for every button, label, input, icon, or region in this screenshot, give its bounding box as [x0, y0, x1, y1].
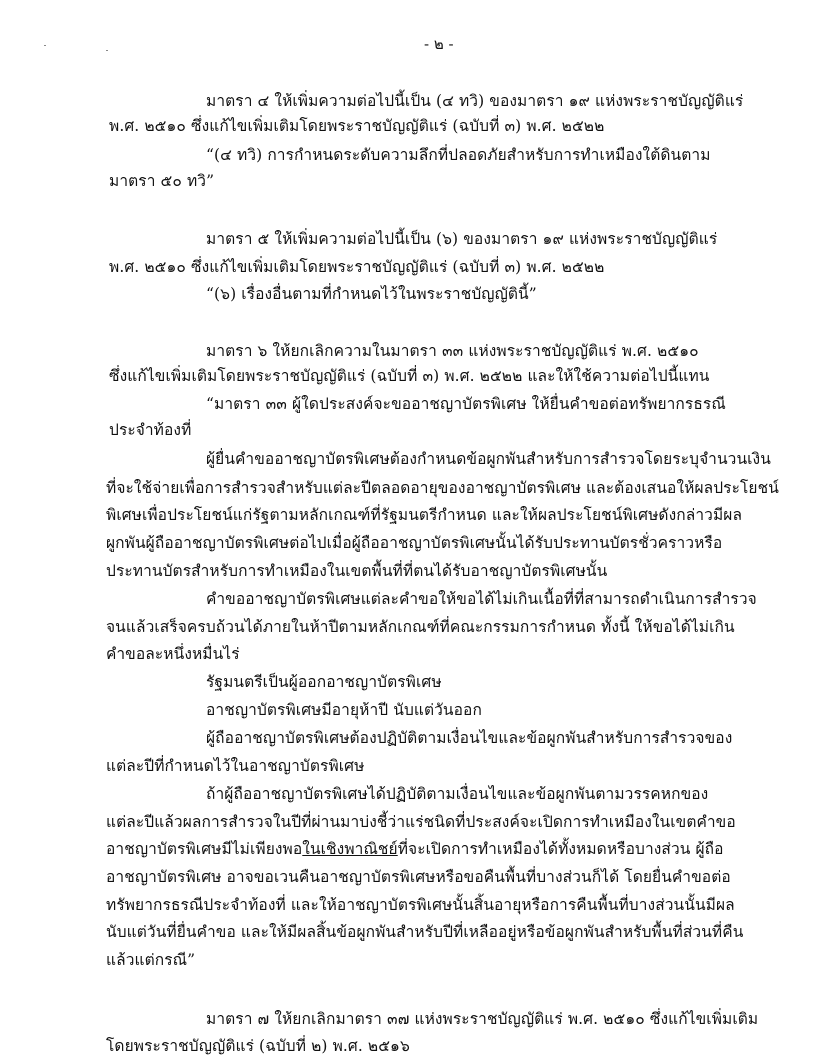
para-6-line-4: อาชญาบัตรพิเศษ อาจขอเวนคืนอาชญาบัตรพิเศษหรือขอคืนพื้นที่บางส่วนก็ได้ โดยยื่นคำขอต่อ: [106, 868, 731, 886]
para-2-line-3: คำขอละหนึ่งหมื่นไร่: [106, 645, 240, 663]
para-4: อาชญาบัตรพิเศษมีอายุห้าปี นับแต่วันออก: [206, 701, 482, 719]
section-5-line-1: มาตรา ๕ ให้เพิ่มความต่อไปนี้เป็น (๖) ของมาตรา ๑๙ แห่งพระราชบัญญัติแร่: [206, 230, 718, 248]
section-7-line-1: มาตรา ๗ ให้ยกเลิกมาตรา ๓๗ แห่งพระราชบัญญัติแร่ พ.ศ. ๒๕๑๐ ซึ่งแก้ไขเพิ่มเติม: [206, 1010, 759, 1028]
para-6-line-6: นับแต่วันที่ยื่นคำขอ และให้มีผลสิ้นข้อผูกพันสำหรับปีที่เหลืออยู่หรือข้อผูกพันสำหรับพื้นที่ส่วนที่คืน: [106, 923, 744, 941]
section-4-line-4: มาตรา ๕๐ ทวิ”: [109, 172, 215, 190]
para-6-line-7: แล้วแต่กรณี”: [106, 951, 196, 969]
para-1-line-2: ที่จะใช้จ่ายเพื่อการสำรวจสำหรับแต่ละปีตลอดอายุของอาชญาบัตรพิเศษ และต้องเสนอให้ผลประโยชน์: [106, 479, 779, 497]
para-6-line-3-start: อาชญาบัตรพิเศษมีไม่เพียงพอ: [106, 840, 303, 858]
underlined-term: ในเชิงพาณิชย์: [302, 840, 398, 858]
para-6-line-1: ถ้าผู้ถืออาชญาบัตรพิเศษได้ปฏิบัติตามเงื่อนไขและข้อผูกพันตามวรรคหกของ: [206, 785, 709, 803]
section-4-line-3: “(๔ ทวิ) การกำหนดระดับความลึกที่ปลอดภัยสำหรับการทำเหมืองใต้ดินตาม: [206, 146, 711, 164]
section-6-line-4: ประจำท้องที่: [109, 421, 192, 439]
para-2-line-1: คำขออาชญาบัตรพิเศษแต่ละคำขอให้ขอได้ไม่เกินเนื้อที่ที่สามารถดำเนินการสำรวจ: [206, 590, 757, 608]
section-6-line-1: มาตรา ๖ ให้ยกเลิกความในมาตรา ๓๓ แห่งพระราชบัญญัติแร่ พ.ศ. ๒๕๑๐: [206, 342, 699, 360]
para-1-line-4: ผูกพันผู้ถืออาชญาบัตรพิเศษต่อไปเมื่อผู้ถืออาชญาบัตรพิเศษนั้นได้รับประทานบัตรชั่วคราวหรือ: [106, 534, 723, 552]
para-2-line-2: จนแล้วเสร็จครบถ้วนได้ภายในห้าปีตามหลักเกณฑ์ที่คณะกรรมการกำหนด ทั้งนี้ ให้ขอได้ไม่เกิน: [106, 618, 735, 636]
para-6-line-3-end: ที่จะเปิดการทำเหมืองได้ทั้งหมดหรือบางส่วน ผู้ถือ: [397, 840, 724, 858]
para-1-line-1: ผู้ยื่นคำขออาชญาบัตรพิเศษต้องกำหนดข้อผูกพันสำหรับการสำรวจโดยระบุจำนวนเงิน: [206, 450, 771, 468]
section-7-line-2: โดยพระราชบัญญัติแร่ (ฉบับที่ ๒) พ.ศ. ๒๕๑๖: [106, 1037, 410, 1055]
para-6-line-3: [106, 840, 724, 858]
section-4-line-1: มาตรา ๔ ให้เพิ่มความต่อไปนี้เป็น (๔ ทวิ) ของมาตรา ๑๙ แห่งพระราชบัญญัติแร่: [206, 92, 744, 110]
para-1-line-5: ประทานบัตรสำหรับการทำเหมืองในเขตพื้นที่ที่ตนได้รับอาชญาบัตรพิเศษนั้น: [106, 562, 608, 580]
scan-speck: [106, 50, 108, 51]
para-3: รัฐมนตรีเป็นผู้ออกอาชญาบัตรพิเศษ: [206, 673, 442, 691]
para-5-line-2: แต่ละปีที่กำหนดไว้ในอาชญาบัตรพิเศษ: [106, 757, 365, 775]
section-5-line-3: “(๖) เรื่องอื่นตามที่กำหนดไว้ในพระราชบัญญัตินี้”: [206, 285, 537, 303]
section-6-line-3: “มาตรา ๓๓ ผู้ใดประสงค์จะขออาชญาบัตรพิเศษ ให้ยื่นคำขอต่อทรัพยากรธรณี: [206, 395, 726, 413]
para-1-line-3: พิเศษเพื่อประโยชน์แก่รัฐตามหลักเกณฑ์ที่รัฐมนตรีกำหนด และให้ผลประโยชน์พิเศษดังกล่าวมีผล: [106, 506, 743, 524]
section-6-line-2: ซึ่งแก้ไขเพิ่มเติมโดยพระราชบัญญัติแร่ (ฉบับที่ ๓) พ.ศ. ๒๕๒๒ และให้ใช้ความต่อไปนี้แทน: [109, 367, 710, 385]
section-4-line-2: พ.ศ. ๒๕๑๐ ซึ่งแก้ไขเพิ่มเติมโดยพระราชบัญญัติแร่ (ฉบับที่ ๓) พ.ศ. ๒๕๒๒: [109, 117, 605, 135]
page-number: - ๒ -: [424, 35, 454, 53]
para-6-line-5: ทรัพยากรธรณีประจำท้องที่ และให้อาชญาบัตรพิเศษนั้นสิ้นอายุหรือการคืนพื้นที่บางส่วนนั้นมีผล: [106, 896, 735, 914]
para-5-line-1: ผู้ถืออาชญาบัตรพิเศษต้องปฏิบัติตามเงื่อนไขและข้อผูกพันสำหรับการสำรวจของ: [206, 729, 733, 747]
section-5-line-2: พ.ศ. ๒๕๑๐ ซึ่งแก้ไขเพิ่มเติมโดยพระราชบัญญัติแร่ (ฉบับที่ ๓) พ.ศ. ๒๕๒๒: [109, 258, 605, 276]
scan-speck: [44, 45, 46, 46]
para-6-line-2: แต่ละปีแล้วผลการสำรวจในปีที่ผ่านมาบ่งชี้ว่าแร่ชนิดที่ประสงค์จะเปิดการทำเหมืองในเขตคำขอ: [106, 813, 736, 831]
